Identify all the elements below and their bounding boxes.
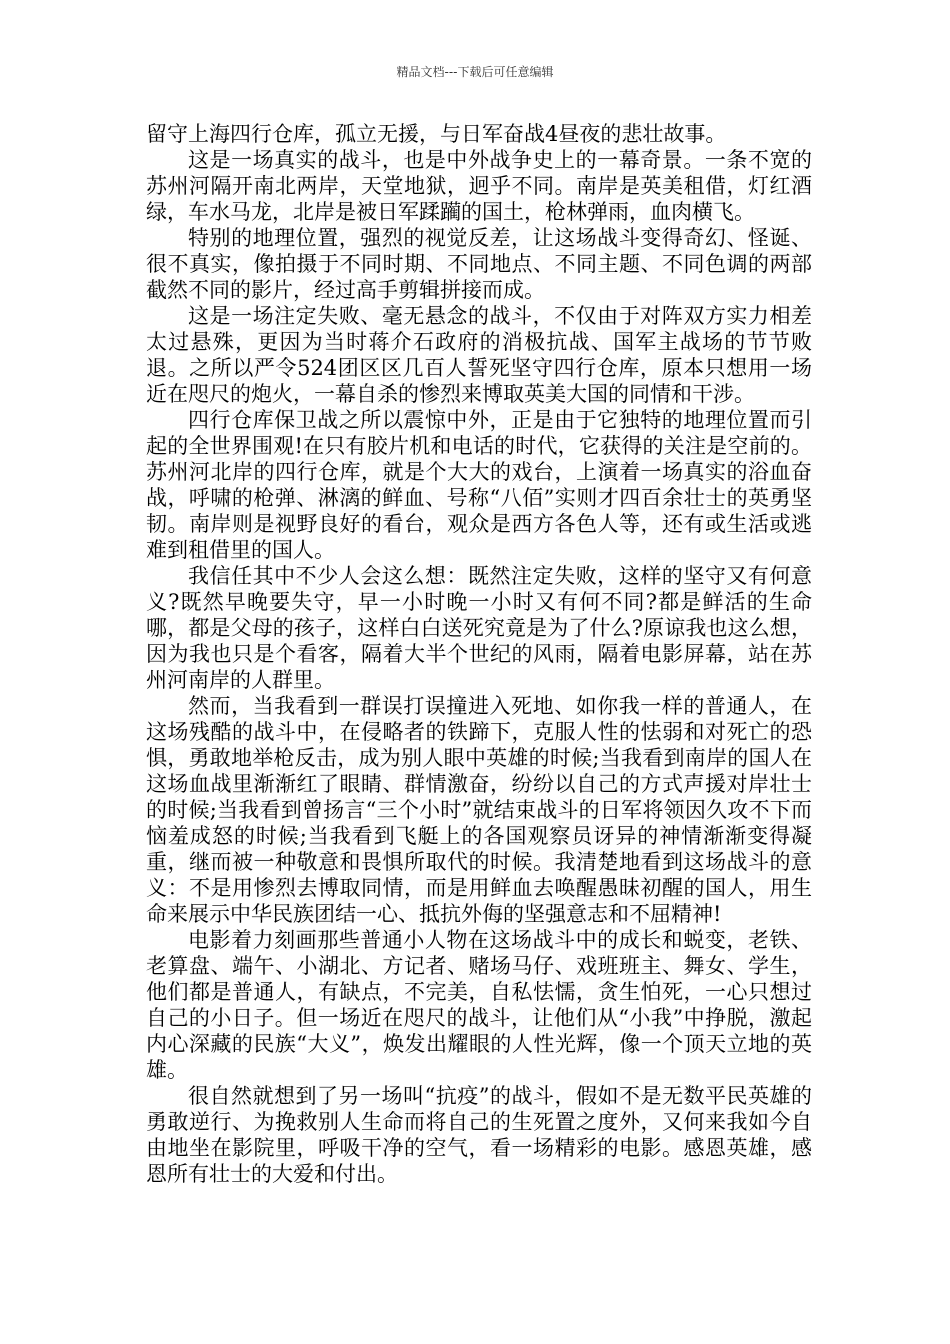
paragraph: 然而，当我看到一群误打误撞进入死地、如你我一样的普通人，在这场残酷的战斗中，在侵略者的铁蹄下，克服人性的怯弱和对死亡的恐惧，勇敢地举枪反击，成为别人眼中英雄的时候;当我看到南岸的国人在这场血战里渐渐红了眼睛、群情激奋，纷纷以自己的方式声援对岸壮士的时候;当我看到曾扬言“三个小时”就结束战斗的日军将领因久攻不下而恼羞成怒的时候;当我看到飞艇上的各国观察员讶异的神情渐渐变得凝重，继而被一种敬意和畏惧所取代的时候。我清楚地看到这场战斗的意义：不是用惨烈去博取同情，而是用鲜血去唤醒愚昧初醒的国人，用生命来展示中华民族团结一心、抵抗外侮的坚强意志和不屈精神! [146, 694, 812, 926]
paragraph: 很自然就想到了另一场叫“抗疫”的战斗，假如不是无数平民英雄的勇敢逆行、为挽救别人生命而将自己的生死置之度外，又何来我如今自由地坐在影院里，呼吸干净的空气，看一场精彩的电影。感恩英雄，感恩所有壮士的大爱和付出。 [146, 1084, 812, 1186]
paragraph-continuation: 留守上海四行仓库，孤立无援，与日军奋战4昼夜的悲壮故事。 [146, 122, 727, 146]
page-header: 精品文档---下载后可任意编辑 [396, 65, 554, 79]
paragraph: 这是一场注定失败、毫无悬念的战斗，不仅由于对阵双方实力相差太过悬殊，更因为当时蒋介石政府的消极抗战、国军主战场的节节败退。之所以严令524团区区几百人誓死坚守四行仓库，原本只想用一场近在咫尺的炮火，一幕自杀的惨烈来博取英美大国的同情和干涉。 [146, 304, 812, 406]
paragraph: 电影着力刻画那些普通小人物在这场战斗中的成长和蜕变，老铁、老算盘、端午、小湖北、方记者、赌场马仔、戏班班主、舞女、学生，他们都是普通人，有缺点，不完美，自私怯懦，贪生怕死，一心只想过自己的小日子。但一场近在咫尺的战斗，让他们从“小我”中挣脱，激起内心深藏的民族“大义”，焕发出耀眼的人性光辉，像一个顶天立地的英雄。 [146, 928, 812, 1082]
paragraph: 特别的地理位置，强烈的视觉反差，让这场战斗变得奇幻、怪诞、很不真实，像拍摄于不同时期、不同地点、不同主题、不同色调的两部截然不同的影片，经过高手剪辑拼接而成。 [146, 226, 812, 302]
document-body [146, 121, 812, 1187]
paragraph: 四行仓库保卫战之所以震惊中外，正是由于它独特的地理位置而引起的全世界围观!在只有胶片机和电话的时代，它获得的关注是空前的。苏州河北岸的四行仓库，就是个大大的戏台，上演着一场真实的浴血奋战，呼啸的枪弹、淋漓的鲜血、号称“八佰”实则才四百余壮士的英勇坚韧。南岸则是视野良好的看台，观众是西方各色人等，还有或生活或逃难到租借里的国人。 [146, 408, 812, 562]
paragraph: 我信任其中不少人会这么想：既然注定失败，这样的坚守又有何意义?既然早晚要失守，早一小时晚一小时又有何不同?都是鲜活的生命哪，都是父母的孩子，这样白白送死究竟是为了什么?原谅我也这么想，因为我也只是个看客，隔着大半个世纪的风雨，隔着电影屏幕，站在苏州河南岸的人群里。 [146, 564, 812, 692]
paragraph: 这是一场真实的战斗，也是中外战争史上的一幕奇景。一条不宽的苏州河隔开南北两岸，天堂地狱，迥乎不同。南岸是英美租借，灯红酒绿，车水马龙，北岸是被日军蹂躏的国土，枪林弹雨，血肉横飞。 [146, 148, 812, 224]
